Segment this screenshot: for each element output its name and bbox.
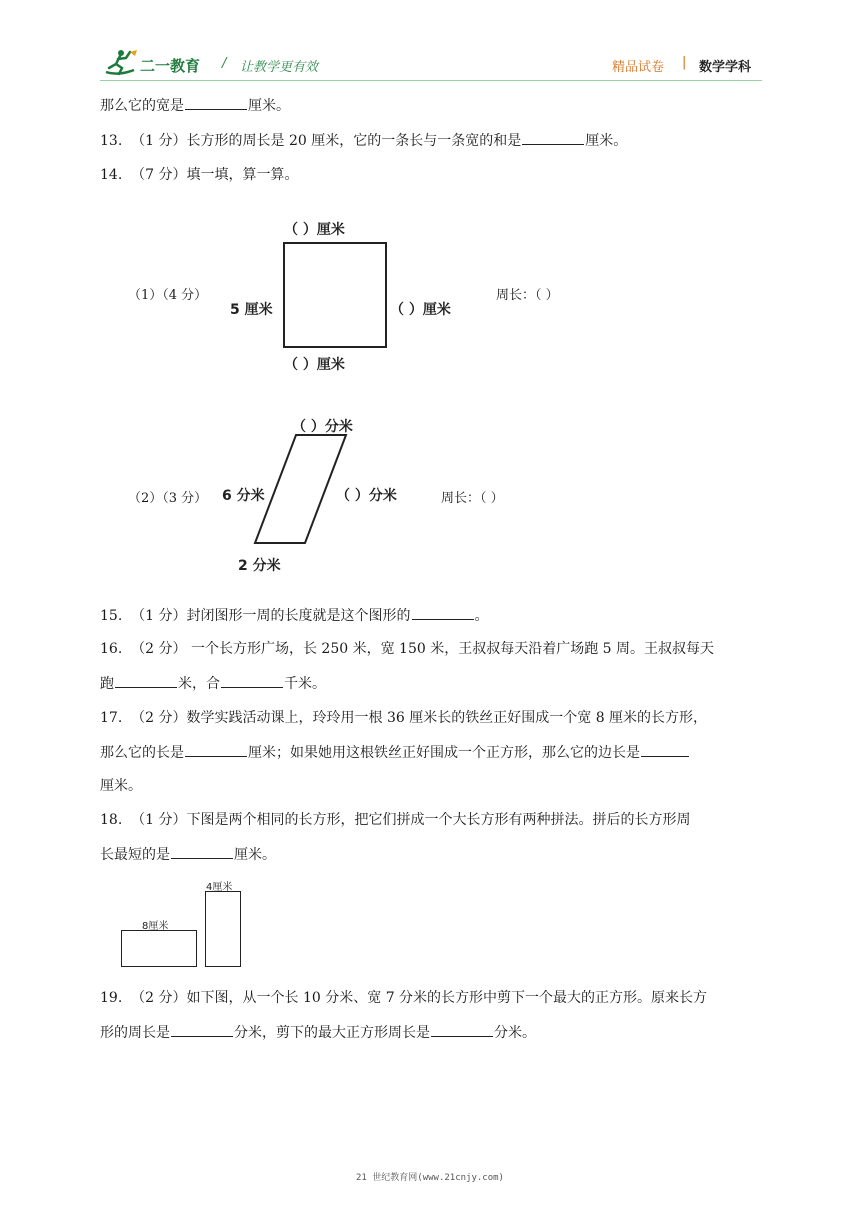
tall-rectangle [205,891,241,967]
part1-label: （1）（4 分） [128,288,208,303]
answer-blank[interactable] [115,673,177,688]
q12-tail: 那么它的宽是 厘米。 [100,95,290,116]
question-13: 13. （1 分）长方形的周长是 20 厘米，它的一条长与一条宽的和是 厘米。 [100,130,627,151]
question-19-line2: 形的周长是 分米，剪下的最大正方形周长是 分米。 [100,1022,536,1043]
answer-blank[interactable] [522,130,584,145]
header-premium-label: 精品试卷 [612,60,665,75]
parallelogram-figure [250,433,350,545]
question-18: 18. （1 分）下图是两个相同的长方形，把它们拼成一个大长方形有两种拼法。拼后的长方形周 [100,812,691,828]
wide-rectangle [121,930,197,967]
question-18-line2: 长最短的是 厘米。 [100,844,276,865]
square-left-label: 5 厘米 [230,302,273,318]
question-16-line2: 跑 米，合 千米。 [100,673,326,694]
tall-rect-label: 4厘米 [206,882,233,893]
header-separator: | [682,55,687,70]
answer-blank[interactable] [641,742,689,757]
square-figure [283,242,387,348]
question-17: 17. （2 分）数学实践活动课上，玲玲用一根 36 厘米长的铁丝正好围成一个宽 8 厘米的长方形， [100,710,708,726]
header-divider [100,80,762,81]
parallelogram-top-label: （ ）分米 [292,419,353,435]
question-15: 15. （1 分）封闭图形一周的长度就是这个图形的 。 [100,605,489,626]
answer-blank[interactable] [171,844,233,859]
header-slash: / [222,56,227,71]
square-top-label: （ ）厘米 [284,222,345,238]
part2-perimeter[interactable]: 周长：（ ） [441,491,504,506]
answer-blank[interactable] [185,95,247,110]
wide-rect-label: 8厘米 [142,921,169,932]
page-footer: 21 世纪教育网(www.21cnjy.com) [356,1173,504,1183]
logo-text: 二一教育 [140,57,201,75]
answer-blank[interactable] [412,605,474,620]
question-17-line2: 那么它的长是 厘米；如果她用这根铁丝正好围成一个正方形，那么它的边长是 [100,742,690,763]
logo-icon [104,46,140,78]
parallelogram-bottom-label: 2 分米 [238,558,281,574]
answer-blank[interactable] [185,742,247,757]
header-subject: 数学学科 [699,60,752,75]
header-slogan: 让教学更有效 [240,60,319,75]
part1-perimeter[interactable]: 周长：（ ） [496,288,559,303]
part2-label: （2）（3 分） [128,491,208,506]
answer-blank[interactable] [171,1022,233,1037]
parallelogram-right-label: （ ）分米 [336,488,397,504]
question-17-line3: 厘米。 [100,778,142,794]
parallelogram-left-label: 6 分米 [222,488,265,504]
question-14: 14. （7 分）填一填，算一算。 [100,167,299,183]
question-19: 19. （2 分）如下图，从一个长 10 分米、宽 7 分米的长方形中剪下一个最大的正方形。原来长方 [100,990,708,1006]
square-right-label: （ ）厘米 [390,302,451,318]
answer-blank[interactable] [221,673,283,688]
answer-blank[interactable] [431,1022,493,1037]
question-16: 16. （2 分） 一个长方形广场，长 250 米，宽 150 米，王叔叔每天沿着广场跑 5 周。王叔叔每天 [100,641,715,657]
square-bottom-label: （ ）厘米 [284,357,345,373]
